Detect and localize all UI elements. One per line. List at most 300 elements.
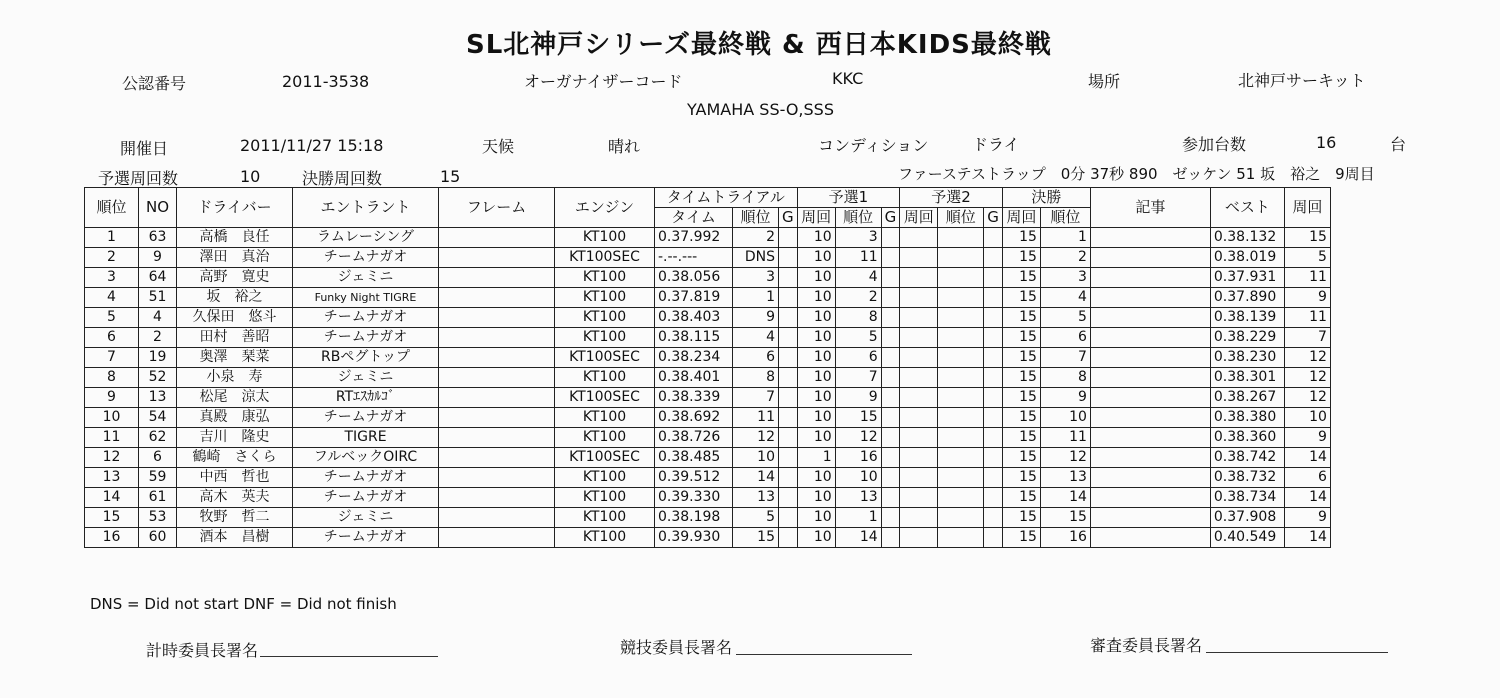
venue-value: 北神戸サーキット [1238,71,1366,90]
cell-h1-laps: 10 [797,228,835,248]
document-title: SL北神戸シリーズ最終戦 & 西日本KIDS最終戦 [466,30,1052,60]
table-row [85,288,1331,308]
cell-h1-rank: 15 [835,408,881,428]
cell-h2-laps [900,308,938,328]
cell-notes [1090,408,1210,428]
cell-frame [439,248,555,268]
header-tt-g: G [779,208,798,228]
cell-final-rank: 16 [1040,528,1090,548]
cell-tt-time: -.--.--- [655,248,733,268]
cell-h1-rank: 6 [835,348,881,368]
cell-best-lap: 12 [1284,368,1330,388]
header-best: ベスト [1210,188,1284,228]
cell-final-rank: 4 [1040,288,1090,308]
cell-driver: 高野 寛史 [177,268,293,288]
heat-laps-label: 予選周回数 [98,169,179,188]
cell-h1-g [881,508,900,528]
cell-tt-time: 0.38.339 [655,388,733,408]
cell-entrant: フルベックOIRC [293,448,439,468]
cell-driver: 小泉 寿 [177,368,293,388]
cell-engine: KT100SEC [555,248,655,268]
cell-h2-g [984,268,1003,288]
header-h1-laps: 周回 [797,208,835,228]
cell-best-lap: 9 [1284,288,1330,308]
cell-notes [1090,268,1210,288]
cell-tt-time: 0.37.819 [655,288,733,308]
cell-driver: 奥澤 琹菜 [177,348,293,368]
cell-driver: 酒本 昌樹 [177,528,293,548]
cell-final-rank: 1 [1040,228,1090,248]
cell-tt-rank: 2 [733,228,779,248]
cell-h2-rank [938,248,984,268]
cell-h1-rank: 9 [835,388,881,408]
cell-h1-g [881,448,900,468]
cell-no: 61 [139,488,177,508]
cell-pos: 16 [85,528,139,548]
header-heat2: 予選2 [900,188,1003,208]
header-h2-laps: 周回 [900,208,938,228]
cell-h2-g [984,448,1003,468]
cell-h1-g [881,488,900,508]
cell-engine: KT100 [555,488,655,508]
table-row [85,328,1331,348]
cell-notes [1090,368,1210,388]
cell-h1-laps: 10 [797,268,835,288]
cell-h2-laps [900,368,938,388]
cell-tt-rank: 15 [733,528,779,548]
cell-final-laps: 15 [1002,468,1040,488]
cell-h2-g [984,328,1003,348]
cell-final-laps: 15 [1002,308,1040,328]
cell-tt-g [779,288,798,308]
competition-signature-line [736,654,912,655]
cell-best: 0.40.549 [1210,528,1284,548]
class-name: YAMAHA SS-O,SSS [687,100,834,119]
cell-engine: KT100 [555,288,655,308]
cell-h2-laps [900,408,938,428]
cell-driver: 高木 英夫 [177,488,293,508]
cell-h2-rank [938,528,984,548]
cell-pos: 4 [85,288,139,308]
cell-h1-rank: 5 [835,328,881,348]
table-row [85,508,1331,528]
cell-engine: KT100 [555,408,655,428]
header-best-lap: 周回 [1284,188,1330,228]
competition-signature-label: 競技委員長署名 [620,638,733,657]
cell-engine: KT100 [555,428,655,448]
table-row [85,268,1331,288]
cell-final-rank: 12 [1040,448,1090,468]
cell-engine: KT100SEC [555,388,655,408]
cell-no: 51 [139,288,177,308]
cell-best-lap: 5 [1284,248,1330,268]
cell-engine: KT100 [555,308,655,328]
header-h2-g: G [984,208,1003,228]
cell-best-lap: 9 [1284,508,1330,528]
cell-tt-time: 0.38.234 [655,348,733,368]
cell-notes [1090,508,1210,528]
cell-h2-rank [938,448,984,468]
cell-h2-rank [938,268,984,288]
cell-tt-rank: 14 [733,468,779,488]
cell-h1-g [881,288,900,308]
cell-frame [439,268,555,288]
cell-notes [1090,448,1210,468]
cell-h1-rank: 1 [835,508,881,528]
cell-h2-g [984,388,1003,408]
cell-h2-laps [900,428,938,448]
cell-best: 0.38.132 [1210,228,1284,248]
results-body [85,228,1331,548]
cell-driver: 鶴崎 さくら [177,448,293,468]
cell-frame [439,468,555,488]
cell-h2-rank [938,408,984,428]
header-no: NO [139,188,177,228]
cell-no: 62 [139,428,177,448]
cell-driver: 真殿 康弘 [177,408,293,428]
cell-notes [1090,468,1210,488]
cell-final-rank: 10 [1040,408,1090,428]
cell-final-rank: 3 [1040,268,1090,288]
cell-h2-g [984,468,1003,488]
cell-no: 53 [139,508,177,528]
timing-signature-line [260,656,438,657]
header-pos: 順位 [85,188,139,228]
cell-entrant: RTｴｽｶﾙｺﾞ [293,388,439,408]
cell-pos: 13 [85,468,139,488]
cell-best: 0.38.742 [1210,448,1284,468]
cell-h1-rank: 13 [835,488,881,508]
cell-h1-rank: 16 [835,448,881,468]
table-row [85,388,1331,408]
cell-final-rank: 8 [1040,368,1090,388]
header-final-rank: 順位 [1040,208,1090,228]
cell-h2-laps [900,248,938,268]
cell-entrant: チームナガオ [293,528,439,548]
cell-h2-rank [938,488,984,508]
cell-h1-laps: 10 [797,468,835,488]
cell-h2-rank [938,388,984,408]
organizer-value: KKC [832,69,864,88]
cell-engine: KT100 [555,468,655,488]
cell-pos: 6 [85,328,139,348]
cell-tt-rank: 7 [733,388,779,408]
cell-tt-rank: 11 [733,408,779,428]
cell-best: 0.38.380 [1210,408,1284,428]
header-h1-rank: 順位 [835,208,881,228]
cell-tt-g [779,328,798,348]
cell-best: 0.37.890 [1210,288,1284,308]
cell-best: 0.38.267 [1210,388,1284,408]
cell-driver: 松尾 涼太 [177,388,293,408]
cell-final-laps: 15 [1002,448,1040,468]
header-driver: ドライバー [177,188,293,228]
cell-h2-g [984,408,1003,428]
cell-pos: 5 [85,308,139,328]
cell-final-laps: 15 [1002,348,1040,368]
inspection-signature-line [1206,652,1388,653]
cell-entrant: ラムレーシング [293,228,439,248]
cell-h2-g [984,308,1003,328]
cell-final-laps: 15 [1002,428,1040,448]
cell-h2-rank [938,228,984,248]
cell-final-laps: 15 [1002,508,1040,528]
cell-frame [439,448,555,468]
header-notes: 記事 [1090,188,1210,228]
cell-engine: KT100 [555,268,655,288]
cell-frame [439,368,555,388]
cell-h1-g [881,428,900,448]
cell-final-laps: 15 [1002,228,1040,248]
cell-frame [439,348,555,368]
cell-final-rank: 7 [1040,348,1090,368]
cell-notes [1090,328,1210,348]
table-row [85,408,1331,428]
cell-h2-laps [900,508,938,528]
cell-h1-g [881,348,900,368]
cell-no: 9 [139,248,177,268]
cell-h2-laps [900,348,938,368]
cell-h1-g [881,268,900,288]
cell-h2-laps [900,488,938,508]
cell-no: 59 [139,468,177,488]
cell-tt-g [779,308,798,328]
cell-pos: 3 [85,268,139,288]
cell-h2-rank [938,328,984,348]
cell-tt-time: 0.38.198 [655,508,733,528]
cell-h1-laps: 10 [797,488,835,508]
timing-signature-label: 計時委員長署名 [146,641,259,660]
cell-best-lap: 10 [1284,408,1330,428]
entries-label: 参加台数 [1182,135,1247,154]
cell-notes [1090,248,1210,268]
cell-tt-g [779,428,798,448]
cell-tt-g [779,368,798,388]
cell-h1-laps: 10 [797,348,835,368]
date-value: 2011/11/27 15:18 [240,136,384,155]
cell-best-lap: 9 [1284,428,1330,448]
cell-best-lap: 11 [1284,268,1330,288]
cell-pos: 9 [85,388,139,408]
cell-h2-g [984,348,1003,368]
cell-h2-rank [938,428,984,448]
cell-notes [1090,528,1210,548]
cell-final-laps: 15 [1002,488,1040,508]
cell-entrant: RBペグトップ [293,348,439,368]
cell-h1-g [881,228,900,248]
cell-entrant: チームナガオ [293,468,439,488]
header-frame: フレーム [439,188,555,228]
cell-frame [439,388,555,408]
cell-best-lap: 6 [1284,468,1330,488]
cell-engine: KT100 [555,368,655,388]
cell-tt-rank: 10 [733,448,779,468]
cell-pos: 8 [85,368,139,388]
cell-h2-rank [938,348,984,368]
cell-no: 19 [139,348,177,368]
cell-tt-time: 0.39.330 [655,488,733,508]
cell-tt-time: 0.38.726 [655,428,733,448]
cell-h2-g [984,428,1003,448]
cell-best-lap: 11 [1284,308,1330,328]
cell-h1-laps: 10 [797,408,835,428]
cell-tt-g [779,488,798,508]
cell-tt-rank: 4 [733,328,779,348]
cell-tt-rank: 3 [733,268,779,288]
cell-tt-rank: 12 [733,428,779,448]
cell-final-rank: 13 [1040,468,1090,488]
cell-final-laps: 15 [1002,388,1040,408]
table-row [85,428,1331,448]
weather-value: 晴れ [608,137,641,156]
cell-final-laps: 15 [1002,368,1040,388]
cell-h1-rank: 2 [835,288,881,308]
cell-no: 4 [139,308,177,328]
header-tt-rank: 順位 [733,208,779,228]
cell-h1-rank: 8 [835,308,881,328]
cell-final-laps: 15 [1002,288,1040,308]
table-row [85,348,1331,368]
cell-h1-rank: 3 [835,228,881,248]
cell-h1-laps: 10 [797,528,835,548]
cell-best: 0.37.931 [1210,268,1284,288]
cell-best-lap: 7 [1284,328,1330,348]
header-entrant: エントラント [293,188,439,228]
cell-frame [439,308,555,328]
cell-final-rank: 5 [1040,308,1090,328]
cell-final-rank: 6 [1040,328,1090,348]
cell-frame [439,228,555,248]
cell-tt-g [779,408,798,428]
cell-no: 60 [139,528,177,548]
cell-tt-time: 0.38.692 [655,408,733,428]
cell-entrant: Funky Night TIGRE [293,288,439,308]
cell-driver: 高橋 良任 [177,228,293,248]
cell-h1-laps: 10 [797,328,835,348]
cell-tt-time: 0.39.930 [655,528,733,548]
table-row [85,488,1331,508]
cell-frame [439,288,555,308]
cell-tt-g [779,248,798,268]
header-heat1: 予選1 [797,188,900,208]
cell-tt-rank: DNS [733,248,779,268]
cell-notes [1090,348,1210,368]
cell-h2-laps [900,288,938,308]
cell-tt-g [779,448,798,468]
cell-tt-rank: 9 [733,308,779,328]
cell-tt-g [779,268,798,288]
cell-h1-laps: 10 [797,248,835,268]
cell-final-laps: 15 [1002,328,1040,348]
cell-engine: KT100 [555,508,655,528]
cell-best-lap: 14 [1284,448,1330,468]
cell-tt-g [779,388,798,408]
cell-notes [1090,388,1210,408]
cell-final-rank: 14 [1040,488,1090,508]
cell-final-rank: 11 [1040,428,1090,448]
cell-tt-time: 0.38.115 [655,328,733,348]
cell-tt-rank: 5 [733,508,779,528]
header-engine: エンジン [555,188,655,228]
header-h2-rank: 順位 [938,208,984,228]
cell-best: 0.38.019 [1210,248,1284,268]
cell-pos: 14 [85,488,139,508]
cell-h2-laps [900,328,938,348]
table-row [85,308,1331,328]
cell-tt-time: 0.38.401 [655,368,733,388]
cell-h1-g [881,468,900,488]
cell-entrant: チームナガオ [293,248,439,268]
cell-h1-g [881,408,900,428]
inspection-signature-label: 審査委員長署名 [1090,636,1203,655]
cell-h2-laps [900,468,938,488]
cell-h2-g [984,288,1003,308]
cell-frame [439,488,555,508]
header-h1-g: G [881,208,900,228]
header-final: 決勝 [1002,188,1090,208]
cell-h1-laps: 10 [797,508,835,528]
cell-notes [1090,228,1210,248]
cell-no: 52 [139,368,177,388]
cell-tt-time: 0.38.485 [655,448,733,468]
cell-driver: 吉川 隆史 [177,428,293,448]
cell-no: 6 [139,448,177,468]
entries-value: 16 [1316,133,1337,152]
cell-driver: 久保田 悠斗 [177,308,293,328]
cell-final-rank: 15 [1040,508,1090,528]
cell-driver: 澤田 真治 [177,248,293,268]
cell-entrant: ジェミニ [293,268,439,288]
cell-frame [439,428,555,448]
cell-best-lap: 15 [1284,228,1330,248]
condition-value: ドライ [972,135,1020,154]
cell-final-rank: 2 [1040,248,1090,268]
cell-best: 0.38.139 [1210,308,1284,328]
table-row [85,368,1331,388]
cell-h2-g [984,488,1003,508]
cell-h1-laps: 10 [797,288,835,308]
cell-no: 54 [139,408,177,428]
cell-tt-g [779,348,798,368]
cell-h1-g [881,328,900,348]
cell-tt-time: 0.38.403 [655,308,733,328]
cell-h1-laps: 10 [797,388,835,408]
cell-entrant: チームナガオ [293,328,439,348]
cell-pos: 1 [85,228,139,248]
cell-best: 0.38.360 [1210,428,1284,448]
cell-h1-laps: 10 [797,428,835,448]
cell-frame [439,328,555,348]
cell-engine: KT100 [555,528,655,548]
cell-final-laps: 15 [1002,408,1040,428]
cell-driver: 中西 哲也 [177,468,293,488]
cell-h2-rank [938,308,984,328]
cell-frame [439,408,555,428]
final-laps-value: 15 [440,167,461,186]
cell-h1-rank: 11 [835,248,881,268]
cell-notes [1090,308,1210,328]
cell-final-rank: 9 [1040,388,1090,408]
cell-best: 0.38.734 [1210,488,1284,508]
license-label: 公認番号 [122,74,187,93]
cell-h1-laps: 1 [797,448,835,468]
cell-no: 13 [139,388,177,408]
entries-unit: 台 [1390,135,1407,154]
cell-no: 63 [139,228,177,248]
table-row [85,528,1331,548]
condition-label: コンディション [818,136,929,155]
date-label: 開催日 [120,139,169,158]
